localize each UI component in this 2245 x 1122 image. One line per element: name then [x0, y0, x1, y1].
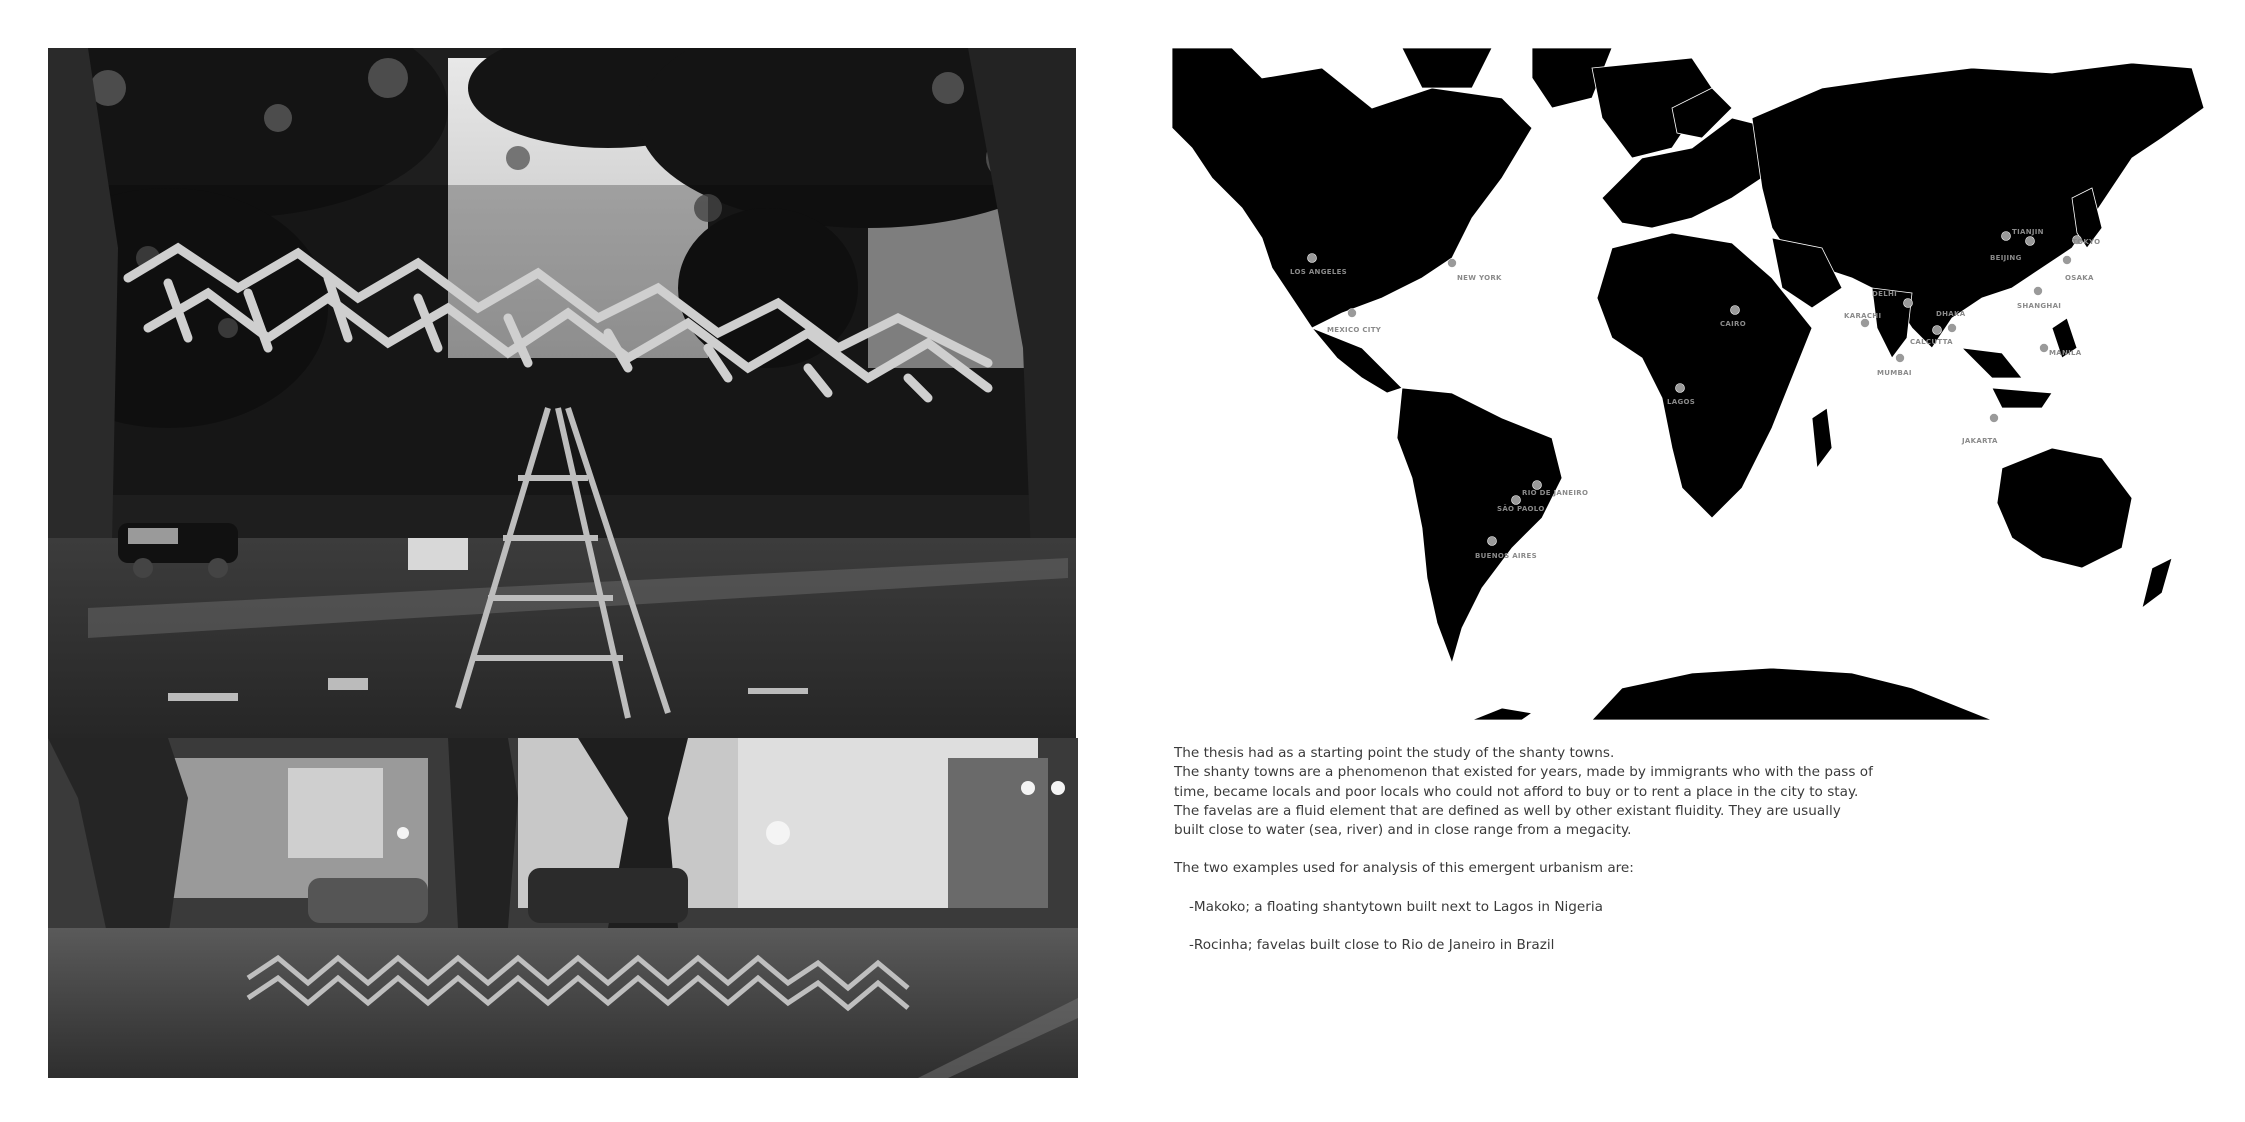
city-label-tokyo: TOKYO — [2072, 238, 2101, 246]
city-label-los-angeles: LOS ANGELES — [1290, 268, 1348, 276]
city-label-karachi: KARACHI — [1844, 312, 1882, 320]
world-map — [1172, 48, 2204, 720]
city-label-rio-de-janeiro: RIO DE JANEIRO — [1522, 489, 1589, 497]
city-label-cairo: CAIRO — [1720, 320, 1746, 328]
examples-heading: The two examples used for analysis of this emergent urbanism are: — [1174, 860, 1634, 877]
city-label-sao-paolo: SÃO PAOLO — [1497, 505, 1545, 513]
spacer — [1174, 840, 1874, 859]
photo-collage — [48, 48, 1076, 1078]
intro-line: The thesis had as a starting point the study of the shanty towns. — [1174, 745, 1615, 761]
city-label-dhaka: DHAKA — [1936, 310, 1966, 318]
favelas-paragraph: The favelas are a fluid element that are defined as well by other existant fluidity. They are usually built close to water (sea, river) and in close range from a megacity. — [1174, 802, 1841, 839]
city-label-buenos-aires: BUENOS AIRES — [1475, 552, 1537, 560]
city-label-delhi: DELHI — [1872, 290, 1898, 298]
photo-pavilion-ground — [48, 738, 1078, 1078]
shanty-towns-paragraph: The shanty towns are a phenomenon that existed for years, made by immigrants who with the pass of time, became locals and poor locals who could not afford to buy or to rent a place in the city to stay. — [1174, 764, 1873, 800]
city-label-osaka: OSAKA — [2065, 274, 2094, 282]
spacer — [1174, 879, 1874, 898]
city-label-lagos: LAGOS — [1667, 398, 1696, 406]
city-label-new-york: NEW YORK — [1457, 274, 1502, 282]
spacer — [1174, 917, 1874, 936]
city-label-calcutta: CALCUTTA — [1910, 338, 1953, 346]
example-rocinha: -Rocinha; favelas built close to Rio de Janeiro in Brazil — [1189, 937, 1555, 954]
city-label-mexico-city: MEXICO CITY — [1327, 326, 1382, 334]
thesis-text — [1174, 744, 1874, 955]
city-label-beijing: BEIJING — [1990, 254, 2022, 262]
photo-pavilion-ladder — [48, 48, 1076, 739]
example-makoko: -Makoko; a floating shantytown built next to Lagos in Nigeria — [1189, 898, 1603, 915]
city-label-tianjin: TIANJIN — [2012, 228, 2044, 236]
city-label-jakarta: JAKARTA — [1962, 437, 1998, 445]
city-label-shanghai: SHANGHAI — [2017, 302, 2062, 310]
city-label-manila: MANILA — [2049, 349, 2082, 357]
city-label-mumbai: MUMBAI — [1877, 369, 1912, 377]
